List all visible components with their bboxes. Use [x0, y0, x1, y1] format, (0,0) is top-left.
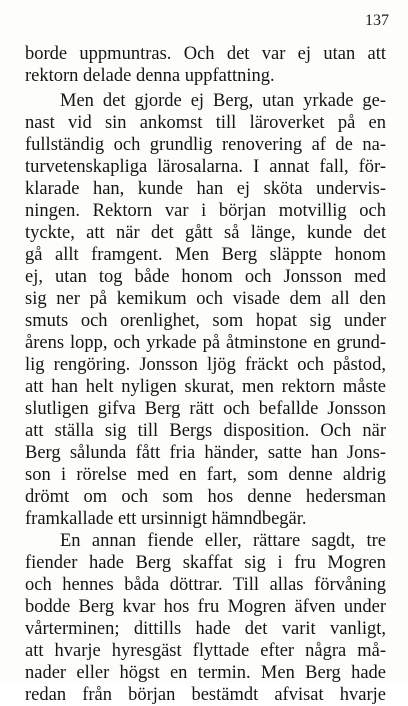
text-line: lig rengöring. Jonsson ljög fräckt och påstod, [25, 355, 386, 375]
text-line: son i rörelse med en fart, som denne aldrig [25, 465, 386, 485]
text-line: slutligen gifva Berg rätt och befallde Jonsson [25, 399, 386, 419]
text-line: nader eller högst en termin. Men Berg hade [25, 663, 386, 683]
text-line: tyckte, att när det gått så länge, kunde det [25, 223, 386, 243]
text-line: gå allt framgent. Men Berg släppte honom [25, 245, 386, 265]
text-line: fiender hade Berg skaffat sig i fru Mogren [25, 553, 386, 573]
text-line: att ställa sig till Bergs disposition. Och när [25, 421, 386, 441]
text-line: smuts och orenlighet, som hopat sig under [25, 311, 386, 331]
text-line: nast vid sin ankomst till läroverket på en [25, 113, 386, 133]
text-line: fullständig och grundlig renovering af de na- [25, 135, 386, 155]
text-line: årens lopp, och yrkade på åtminstone en grund- [25, 333, 386, 353]
text-line: vårterminen; dittills hade det varit vanligt, [25, 619, 386, 639]
text-line: ej, utan tog både honom och Jonsson med [25, 267, 386, 287]
paragraph-start-line: En annan fiende eller, rättare sagdt, tre [60, 531, 386, 551]
text-line: framkallade ett ursinnigt hämndbegär. [25, 509, 307, 529]
text-line: bodde Berg kvar hos fru Mogren äfven under [25, 597, 386, 617]
page-number: 137 [365, 12, 389, 29]
text-line: Berg sålunda fått fria händer, satte han Jons- [25, 443, 386, 463]
text-line: redan från början bestämdt afvisat hvarje [25, 685, 386, 705]
text-line: och hennes båda döttrar. Till allas förvåning [25, 575, 386, 595]
paragraph-start-line: Men det gjorde ej Berg, utan yrkade ge- [60, 91, 386, 111]
text-line: klarade han, kunde han ej sköta undervis- [25, 179, 386, 199]
text-line: turvetenskapliga lärosalarna. I annat fall, för- [25, 157, 386, 177]
text-line: att han helt nyligen skurat, men rektorn måste [25, 377, 386, 397]
text-line: ningen. Rektorn var i början motvillig och [25, 201, 386, 221]
text-line: rektorn delade denna uppfattning. [25, 66, 275, 86]
text-line: borde uppmuntras. Och det var ej utan att [25, 44, 386, 64]
text-line: sig ner på kemikum och visade dem all den [25, 289, 386, 309]
text-line: drömt om och som hos denne hedersman [25, 487, 386, 507]
text-line: att hvarje hyresgäst flyttade efter några må- [25, 641, 386, 661]
